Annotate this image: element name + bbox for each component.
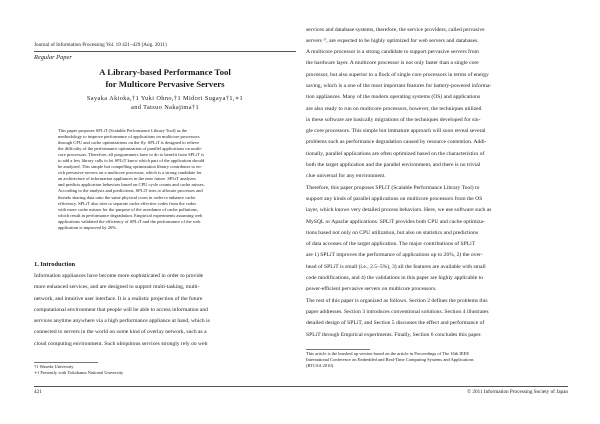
body-line: SPLiT through Empirical experiments. Finally, Section 6 concludes this paper. <box>306 331 482 338</box>
body-line: gle core processors. This simple but immature approach will soon reveal several <box>306 128 486 135</box>
body-line: support any kinds of parallel applications on multicore processors from the OS <box>306 195 483 202</box>
author-line: and Tatsuo Nakajima†1 <box>131 104 199 112</box>
body-line: code modifications, and 4) the validations in this paper are highly applicable to <box>306 275 483 282</box>
abstract-line: an architecture of information appliances in the near future. SPLiT analyzes <box>58 176 196 182</box>
abstract-line: to add a few library calls to let SPLiT know which part of the application should <box>58 158 205 164</box>
footer-rule <box>34 386 568 387</box>
page-number: 421 <box>34 389 42 395</box>
body-line: The rest of this paper is organized as follows. Section 2 defines the problems this <box>306 297 488 304</box>
body-line: tions based not only on CPU utilization, but also on statistics and predictions <box>306 229 478 236</box>
body-line: head of SPLiT is small (i.e., 2.5–5%), 3) all the features are available with small <box>306 263 486 270</box>
abstract-line: applications validated the efficiency of SPLiT and the performance of the web <box>58 218 201 224</box>
abstract-line: which result in performance degradation. Empirical experiments assuming web <box>58 212 203 218</box>
left-column-body <box>34 271 296 350</box>
body-line: in these software are basically migrations of the techniques developed for sin- <box>306 116 481 123</box>
body-line: paper addresses. Section 3 introduces conventional solutions. Section 4 illustrates <box>306 308 489 315</box>
body-line: saving, which is a one of the most important features for battery-powered informa- <box>306 82 492 89</box>
body-line: A multicore processor is a strong candidate to support pervasive servers from <box>306 49 479 56</box>
body-line: are also ready to run on multicore processors, however, the techniques utilized <box>306 105 482 112</box>
body-line: connected to servers in the world on some kind of overlay network, such as a <box>34 329 207 336</box>
abstract-line: rich pervasive servers on a multicore processor, which is a strong candidate for <box>58 170 202 176</box>
paper-type: Regular Paper <box>34 54 72 61</box>
abstract-line: core processors. Therefore, all programmers have to do to benefit from SPLiT is <box>58 152 205 158</box>
journal-header: Journal of Information Processing Vol. 19 421–429 (Aug. 2011) <box>34 42 167 48</box>
body-line: MySQL or Apache applications. SPLiT provides both CPU and cache optimiza- <box>306 218 485 225</box>
body-line: Information appliances have become more sophisticated in order to provide <box>34 273 204 279</box>
abstract-line: methodology to improve performance of applications on multicore processors <box>58 134 200 140</box>
author-list <box>34 94 296 113</box>
footnote-rule <box>306 349 370 350</box>
abstract <box>58 128 278 231</box>
header-rule <box>34 51 296 52</box>
body-line: network, and intuitive user interface. It is a realistic projection of the future <box>34 295 203 302</box>
body-line: services anytime anywhere via a high performance appliance at hand, which is <box>34 318 210 325</box>
footnote: ∗1 Presently with Yokohama National University <box>34 370 124 375</box>
abstract-line: application is improved by 26%. <box>58 224 118 230</box>
abstract-line: This paper proposes SPLiT (Scalable Performance Library Tool) as the <box>58 128 188 133</box>
body-line: power-efficient pervasive servers on multicore processors. <box>306 286 437 293</box>
abstract-line: According to the analysis and predictions, SPLiT tries to allocate processes and <box>58 188 203 194</box>
body-line: cloud computing environment. Such ubiquitous services strongly rely on web <box>34 340 208 347</box>
footnote: †1 Waseda University <box>34 364 74 369</box>
body-line: computational environment that people will be able to access information and <box>34 306 208 313</box>
footnote: This article is the brushed up version based on the article in Proceedings of The 16th IEEE <box>306 351 470 356</box>
abstract-line: with more cache misses for the purpose of the avoidance of cache pollutions, <box>58 206 199 212</box>
footnote: International Conference on Embedded and Real-Time Computing Systems and Applications <box>306 357 474 362</box>
title-line: A Library-based Performance Tool <box>99 67 231 77</box>
footnote: (RTCSA 2010). <box>306 363 335 368</box>
left-footnotes <box>34 364 123 376</box>
body-line: are 1) SPLiT improves the performance of applications up to 26%, 2) the over- <box>306 252 483 259</box>
abstract-line: and predicts application behaviors based on CPU cycle counts and cache misses. <box>58 182 205 188</box>
body-line: servers ¹⁾, are expected to be highly optimized for web servers and databases. <box>306 37 479 44</box>
author-line: Sayaka Akioka,†1 Yuki Ohno,†1 Midori Sugaya†1,∗1 <box>86 95 244 102</box>
title-line: for Multicore Pervasive Servers <box>105 78 225 89</box>
body-line: clue universal for any environment. <box>306 173 386 180</box>
body-line: detailed design of SPLiT, and Section 5 discusses the effect and performance of <box>306 320 485 327</box>
abstract-line: threads sharing data onto the same physical cores in order to enhance cache <box>58 194 196 200</box>
right-footnotes <box>306 351 474 369</box>
abstract-line: the difficulty of the performance optimization of parallel applications on multi- <box>58 146 203 152</box>
right-column-body <box>306 25 568 341</box>
abstract-line: through CPU and cache optimizations on the fly. SPLiT is designed to relieve <box>58 140 200 146</box>
body-line: tionally, parallel applications are often optimized based on the characteristics of <box>306 150 485 157</box>
body-line: both the target application and the parallel environment, and there is no trivial <box>306 162 481 169</box>
body-line: services and database systems, therefore, the service providers, called pervasive <box>306 26 485 33</box>
paper-title <box>34 67 296 90</box>
copyright: © 2011 Information Processing Society of Japan <box>467 389 568 395</box>
abstract-line: efficiency. SPLiT also tries to separate cache effective codes from the codes <box>58 200 197 206</box>
body-line: tion appliances. Many of the modern operating systems (OS) and applications <box>306 94 481 101</box>
body-line: processor, but also superior to a flock of single core processors in terms of energy <box>306 71 489 78</box>
body-line: layer, which knows very detailed process behaviors. Here, we use software such as <box>306 207 492 214</box>
body-line: Therefore, this paper proposes SPLiT (Scalable Performance Library Tool) to <box>306 184 480 191</box>
footnote-rule <box>34 362 98 363</box>
abstract-line: be analyzed. This simple but compelling optimization library contributes to en- <box>58 164 202 170</box>
body-line: more enhanced services, and are designed to support multi-tasking, multi- <box>34 284 200 291</box>
body-line: problems such as performance degradation caused by resource contention. Addi- <box>306 139 487 146</box>
body-line: of data accesses of the target application. The major contributions of SPLiT <box>306 241 476 248</box>
body-line: the hardware layer. A multicore processor is not only faster than a single core <box>306 60 479 67</box>
section-heading: 1. Introduction <box>34 261 76 268</box>
